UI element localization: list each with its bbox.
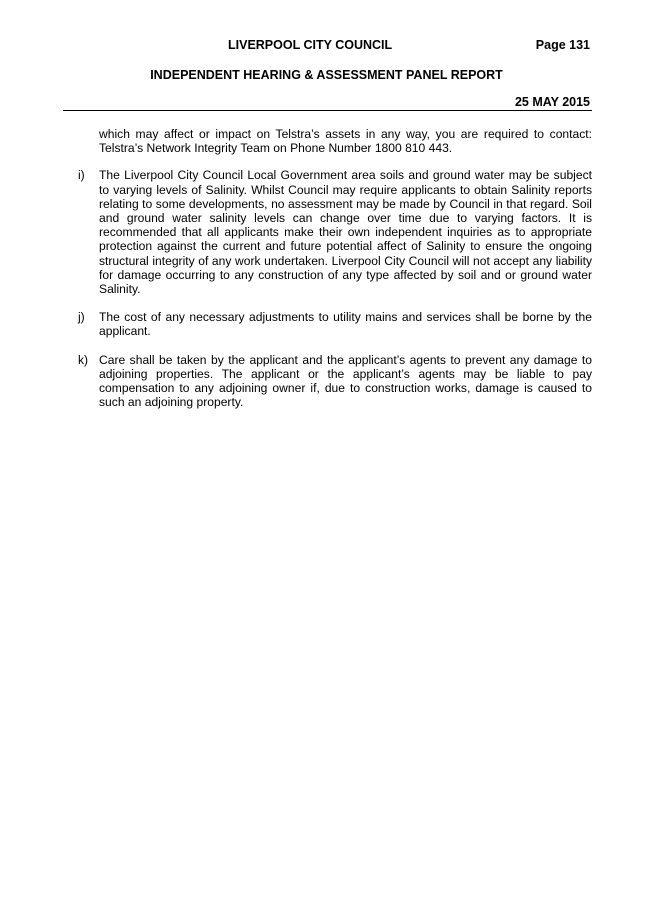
list-item-text: Care shall be taken by the applicant and the applicant’s agents to prevent any damage to adjoining properties. The applicant or the applicant’s agents may be liable to pay compensation to any adjoining owner if, due to construction works, damage is caused to such an adjoining property. <box>99 352 592 410</box>
report-date: 25 MAY 2015 <box>514 95 590 109</box>
header-divider <box>63 110 592 111</box>
list-item-k <box>63 353 592 410</box>
list-item-j <box>63 310 592 338</box>
list-item-i <box>63 168 592 296</box>
report-body <box>63 127 592 423</box>
list-marker: i) <box>78 168 85 183</box>
list-item-text: The Liverpool City Council Local Government area soils and ground water may be subject to varying levels of Salinity. Whilst Council may require applicants to obtain Salinity reports relating to some developments, no assessment may be made by Council in that regard. Soil and ground water salinity levels can change over time due to varying factors. It is recommended that all applicants make their own independent inquiries as to appropriate protection against the current and future potential affect of Salinity to ensure the ongoing structural integrity of any work undertaken. Liverpool City Council will not accept any liability for damage occurring to any construction of any type affected by soil and or ground water Salinity. <box>99 168 592 297</box>
continued-paragraph: which may affect or impact on Telstra’s assets in any way, you are required to contact: Telstra’s Network Integrity Team on Phone Number 1800 810 443. <box>99 127 592 156</box>
page-number: Page 131 <box>535 38 590 52</box>
list-item-text: The cost of any necessary adjustments to utility mains and services shall be borne by the applicant. <box>99 310 592 339</box>
list-marker: j) <box>78 310 85 325</box>
list-marker: k) <box>78 352 89 367</box>
council-name: LIVERPOOL CITY COUNCIL <box>228 38 393 52</box>
report-title: INDEPENDENT HEARING & ASSESSMENT PANEL REPORT <box>150 68 503 82</box>
